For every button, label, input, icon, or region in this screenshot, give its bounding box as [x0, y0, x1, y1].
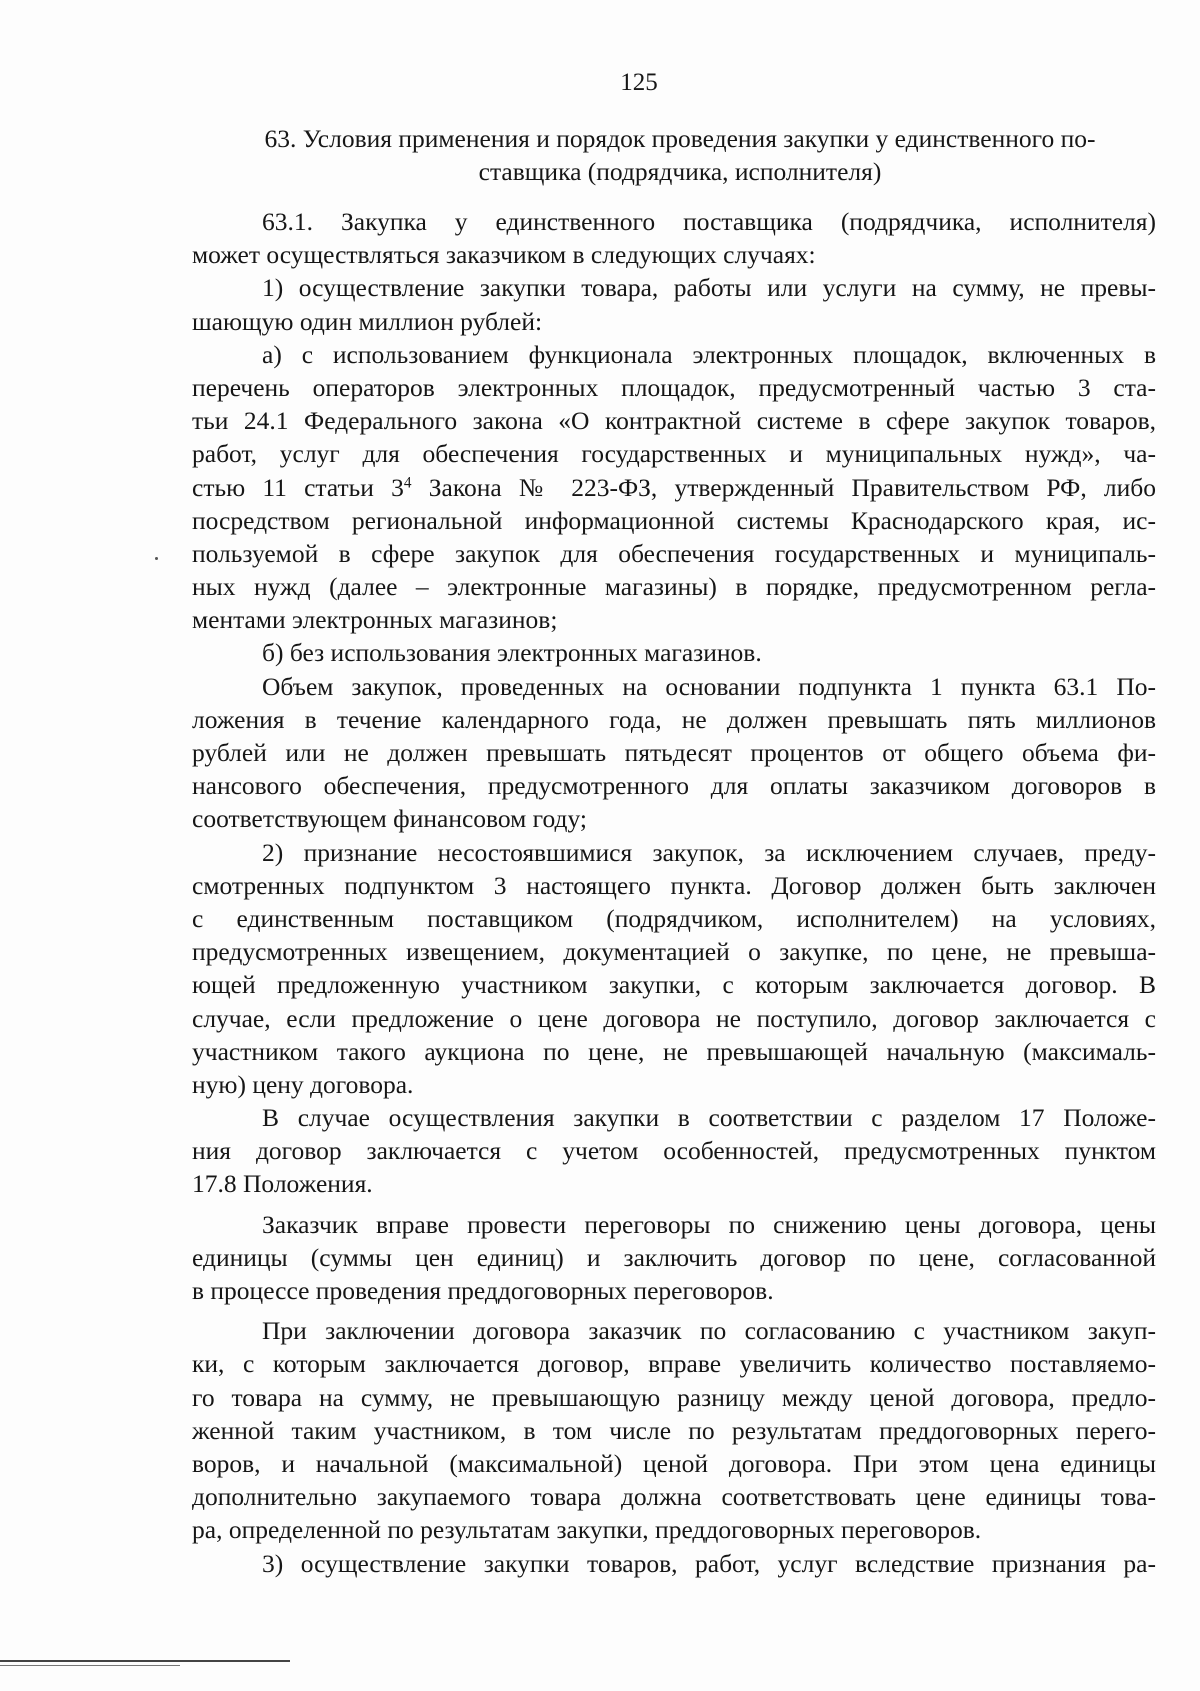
text-line: ющей предложенную участником закупки, с которым заключается договор. В — [192, 970, 1156, 1000]
text-line: Заказчик вправе провести переговоры по снижению цены договора, цены — [262, 1209, 1156, 1239]
heading-line: 63. Условия применения и порядок проведения закупки у единственного по- — [264, 124, 1096, 153]
scan-edge-line — [0, 1660, 290, 1662]
text-line-with-superscript — [192, 471, 1156, 504]
text-line: При заключении договора заказчик по согласованию с участником закуп- — [262, 1316, 1156, 1346]
text-line: случае, если предложение о цене договора не поступило, договор заключается с — [192, 1003, 1156, 1033]
text-line: женной таким участником, в том числе по результатам преддоговорных перего- — [192, 1415, 1156, 1445]
text-line: предусмотренных извещением, документацией о закупке, по цене, не превыша- — [192, 937, 1156, 967]
text-line: нансового обеспечения, предусмотренного для оплаты заказчиком договоров в — [192, 771, 1156, 801]
text-line: ния договор заключается с учетом особенностей, предусмотренных пунктом — [192, 1136, 1156, 1166]
text-line: воров, и начальной (максимальной) ценой договора. При этом цена единицы — [192, 1448, 1156, 1478]
text-line: с единственным поставщиком (подрядчиком, исполнителем) на условиях, — [192, 903, 1156, 933]
text-line: б) без использования электронных магазинов. — [262, 638, 762, 668]
text-line: ментами электронных магазинов; — [192, 605, 558, 635]
body-text — [192, 205, 1156, 1580]
text-line: единицы (суммы цен единиц) и заключить договор по цене, согласованной — [192, 1242, 1156, 1272]
section-heading — [210, 122, 1150, 188]
text-line: 2) признание несостоявшимися закупок, за исключением случаев, преду- — [262, 837, 1156, 867]
text-line: ки, с которым заключается договор, вправе увеличить количество поставляемо- — [192, 1349, 1156, 1379]
text-fragment: стью 11 статьи 3 — [192, 472, 404, 502]
text-line: 3) осуществление закупки товаров, работ, услуг вследствие признания ра- — [262, 1548, 1156, 1578]
text-line: 1) осуществление закупки товара, работы или услуги на сумму, не превы- — [262, 273, 1156, 303]
text-line: ра, определенной по результатам закупки, преддоговорных переговоров. — [192, 1515, 982, 1545]
text-line: Объем закупок, проведенных на основании подпункта 1 пункта 63.1 По- — [262, 671, 1156, 701]
paragraph-gap — [192, 1201, 1156, 1208]
text-line: ную) цену договора. — [192, 1069, 414, 1099]
superscript: 4 — [403, 474, 412, 492]
text-line: посредством региональной информационной системы Краснодарского края, ис- — [192, 505, 1156, 535]
text-fragment: Закона № 223-ФЗ, утвержденный Правительством РФ, либо — [411, 472, 1156, 502]
page-number: 125 — [620, 69, 658, 96]
text-line: 17.8 Положения. — [192, 1169, 373, 1199]
text-line: тьи 24.1 Федерального закона «О контрактной системе в сфере закупок товаров, — [192, 406, 1156, 436]
text-line: перечень операторов электронных площадок, предусмотренный частью 3 ста- — [192, 372, 1156, 402]
text-line: пользуемой в сфере закупок для обеспечения государственных и муниципаль- — [192, 538, 1156, 568]
scan-speck — [155, 557, 158, 560]
text-line: а) с использованием функционала электронных площадок, включенных в — [262, 339, 1156, 369]
text-line: ложения в течение календарного года, не должен превышать пять миллионов — [192, 704, 1156, 734]
text-line: участником такого аукциона по цене, не превышающей начальную (максималь- — [192, 1036, 1156, 1066]
text-line: рублей или не должен превышать пятьдесят процентов от общего объема фи- — [192, 738, 1156, 767]
text-line: может осуществляться заказчиком в следующих случаях: — [192, 240, 816, 270]
text-line: соответствующем финансовом году; — [192, 804, 587, 834]
text-line: смотренных подпунктом 3 настоящего пункта. Договор должен быть заключен — [192, 870, 1156, 900]
text-line: 63.1. Закупка у единственного поставщика (подрядчика, исполнителя) — [262, 207, 1156, 236]
text-line: шающую один миллион рублей: — [192, 306, 543, 336]
scan-edge-line — [0, 1665, 180, 1666]
text-line: ных нужд (далее – электронные магазины) в порядке, предусмотренном регла- — [192, 572, 1156, 602]
text-line: дополнительно закупаемого товара должна соответствовать цене единицы това- — [192, 1482, 1156, 1512]
text-line: го товара на сумму, не превышающую разницу между ценой договора, предло- — [192, 1382, 1156, 1412]
heading-line: ставщика (подрядчика, исполнителя) — [478, 157, 882, 186]
text-line: В случае осуществления закупки в соответствии с разделом 17 Положе- — [262, 1103, 1156, 1133]
paragraph-gap — [192, 1307, 1156, 1314]
text-line: работ, услуг для обеспечения государственных и муниципальных нужд», ча- — [192, 439, 1156, 469]
text-line: в процессе проведения преддоговорных переговоров. — [192, 1276, 774, 1305]
